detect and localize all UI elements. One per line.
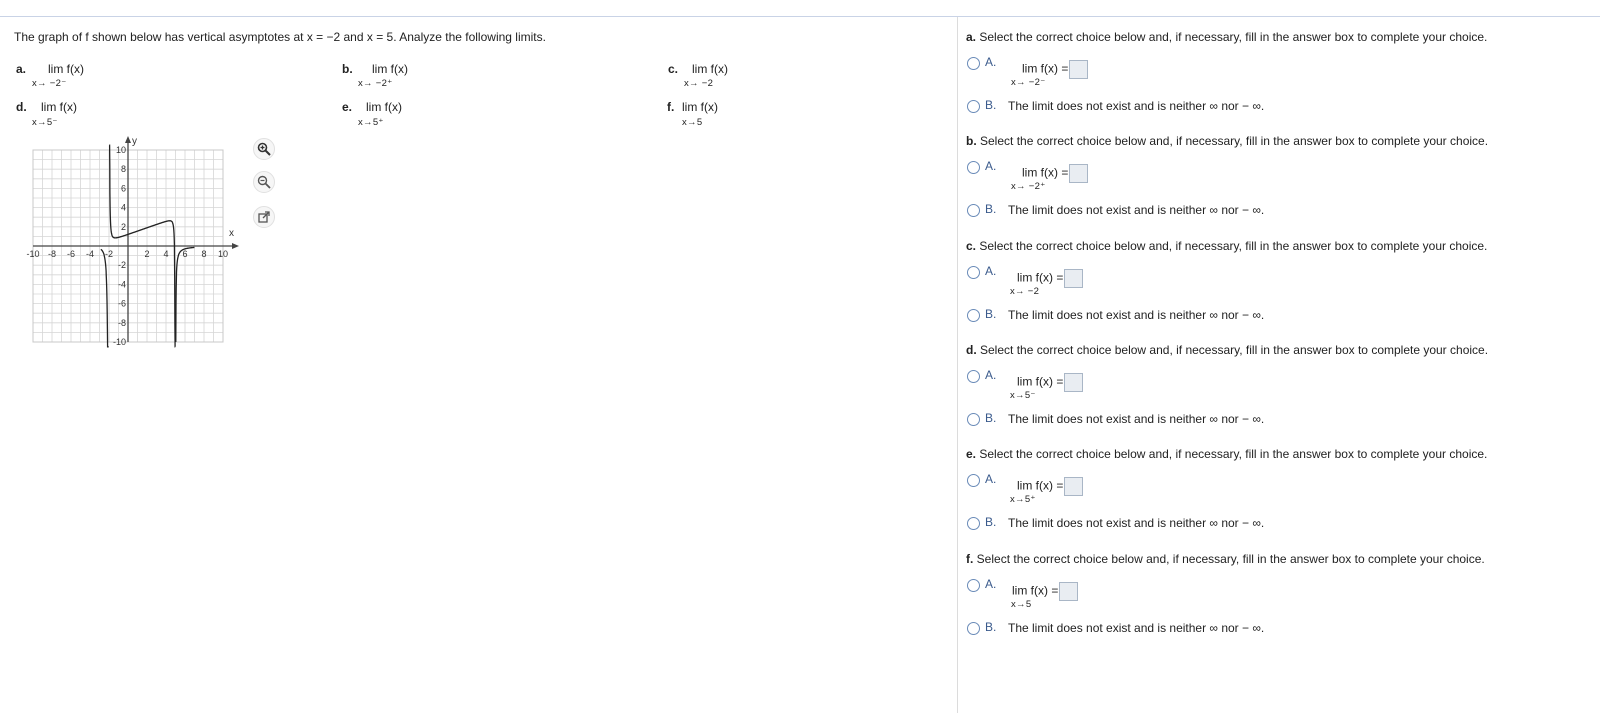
choice-a-expr: lim f(x) = xyxy=(1012,583,1059,598)
answer-box[interactable] xyxy=(1064,477,1083,496)
answer-box[interactable] xyxy=(1069,60,1088,79)
y-tick-label: -10 xyxy=(112,337,126,347)
x-tick-label: -2 xyxy=(104,249,114,259)
x-tick-label: 4 xyxy=(163,249,169,259)
limit-c-sub: x→ −2 xyxy=(684,78,714,89)
question-instruction: Select the correct choice below and, if necessary, fill in the answer box to complete your choice. xyxy=(976,447,1488,461)
choice-a-label: A. xyxy=(985,55,997,69)
limit-c-expr: lim f(x) xyxy=(692,62,728,76)
choice-b-radio[interactable] xyxy=(967,100,980,113)
y-axis-arrow xyxy=(125,136,131,143)
function-graph xyxy=(0,130,250,360)
choice-b-radio[interactable] xyxy=(967,622,980,635)
choice-b-radio[interactable] xyxy=(967,309,980,322)
popout-icon[interactable] xyxy=(253,206,275,228)
choice-a-sub: x→ −2 xyxy=(1010,286,1040,297)
limit-d-expr: lim f(x) xyxy=(41,100,77,114)
x-tick-label: -8 xyxy=(47,249,57,259)
limit-f-sub: x→5 xyxy=(682,117,703,128)
question-3-heading xyxy=(966,343,1488,357)
question-letter: d. xyxy=(966,343,977,357)
choice-b-text: The limit does not exist and is neither ∞ nor − ∞. xyxy=(1008,516,1265,530)
choice-a-sub: x→5⁻ xyxy=(1010,390,1036,401)
limit-b-label: b. xyxy=(342,62,353,76)
choice-a-radio[interactable] xyxy=(967,579,980,592)
panel-divider xyxy=(957,17,958,713)
limit-b-sub: x→ −2⁺ xyxy=(358,78,393,89)
choice-a-expr: lim f(x) = xyxy=(1017,374,1064,389)
choice-b-label: B. xyxy=(985,515,997,529)
graph-axes xyxy=(33,136,239,342)
choice-a-expr: lim f(x) = xyxy=(1017,478,1064,493)
answer-box[interactable] xyxy=(1064,269,1083,288)
choice-a-expr: lim f(x) = xyxy=(1017,270,1064,285)
top-border xyxy=(0,16,1600,17)
zoom-out-icon[interactable] xyxy=(253,171,275,193)
question-5-heading xyxy=(966,552,1485,566)
choice-b-text: The limit does not exist and is neither ∞ nor − ∞. xyxy=(1008,308,1265,322)
y-tick-label: -2 xyxy=(117,260,126,271)
answer-box[interactable] xyxy=(1064,373,1083,392)
choice-a-label: A. xyxy=(985,159,997,173)
choice-a-sub: x→5 xyxy=(1011,599,1032,610)
limit-e-label: e. xyxy=(342,100,353,114)
y-tick-label: 4 xyxy=(120,202,126,213)
limit-d-sub: x→5⁻ xyxy=(32,117,58,128)
limit-a-expr: lim f(x) xyxy=(48,62,84,76)
choice-a-sub: x→5⁺ xyxy=(1010,494,1036,505)
y-tick-label: 8 xyxy=(120,164,126,175)
x-tick-label: 10 xyxy=(217,249,229,259)
limit-f-label: f. xyxy=(667,100,675,114)
choice-a-expr: lim f(x) = xyxy=(1022,61,1069,76)
choice-b-label: B. xyxy=(985,411,997,425)
question-instruction: Select the correct choice below and, if necessary, fill in the answer box to complete your choice. xyxy=(976,30,1488,44)
choice-b-text: The limit does not exist and is neither ∞ nor − ∞. xyxy=(1008,99,1265,113)
question-instruction: Select the correct choice below and, if necessary, fill in the answer box to complete your choice. xyxy=(976,239,1488,253)
choice-a-label: A. xyxy=(985,472,997,486)
x-axis-label: x xyxy=(229,228,234,239)
choice-b-radio[interactable] xyxy=(967,413,980,426)
choice-b-label: B. xyxy=(985,307,997,321)
choice-a-label: A. xyxy=(985,577,997,591)
question-0-heading xyxy=(966,30,1487,44)
y-tick-label: 6 xyxy=(120,183,126,194)
limit-b-expr: lim f(x) xyxy=(372,62,408,76)
x-tick-label: -4 xyxy=(85,249,95,259)
question-letter: b. xyxy=(966,134,977,148)
x-tick-label: 6 xyxy=(182,249,188,259)
limit-a-sub: x→ −2⁻ xyxy=(32,78,67,89)
choice-b-radio[interactable] xyxy=(967,204,980,217)
x-axis-arrow xyxy=(232,243,239,249)
y-tick-label: -4 xyxy=(117,279,126,290)
limit-a-label: a. xyxy=(16,62,27,76)
choice-a-label: A. xyxy=(985,368,997,382)
question-instruction: Select the correct choice below and, if necessary, fill in the answer box to complete your choice. xyxy=(976,343,1489,357)
y-tick-label: -6 xyxy=(117,298,126,309)
choice-b-label: B. xyxy=(985,620,997,634)
question-instruction: Select the correct choice below and, if necessary, fill in the answer box to complete your choice. xyxy=(973,552,1485,566)
choice-a-radio[interactable] xyxy=(967,370,980,383)
limit-f-expr: lim f(x) xyxy=(682,100,718,114)
zoom-in-icon[interactable] xyxy=(253,138,275,160)
question-2-heading xyxy=(966,239,1487,253)
x-tick-label: -10 xyxy=(26,249,40,259)
limit-e-sub: x→5⁺ xyxy=(358,117,384,128)
choice-b-label: B. xyxy=(985,98,997,112)
choice-a-sub: x→ −2⁻ xyxy=(1011,77,1046,88)
x-tick-label: -6 xyxy=(66,249,76,259)
question-4-heading xyxy=(966,447,1487,461)
question-letter: f. xyxy=(966,552,974,566)
x-tick-label: 8 xyxy=(201,249,207,259)
choice-a-expr: lim f(x) = xyxy=(1022,165,1069,180)
choice-a-radio[interactable] xyxy=(967,57,980,70)
choice-a-sub: x→ −2⁺ xyxy=(1011,181,1046,192)
x-tick-label: 2 xyxy=(144,249,150,259)
question-1-heading xyxy=(966,134,1488,148)
choice-a-radio[interactable] xyxy=(967,161,980,174)
y-axis-label: y xyxy=(132,136,137,147)
choice-b-text: The limit does not exist and is neither ∞ nor − ∞. xyxy=(1008,203,1265,217)
question-instruction: Select the correct choice below and, if necessary, fill in the answer box to complete your choice. xyxy=(976,134,1489,148)
answer-box[interactable] xyxy=(1069,164,1088,183)
question-letter: e. xyxy=(966,447,977,461)
question-letter: a. xyxy=(966,30,977,44)
choice-a-radio[interactable] xyxy=(967,474,980,487)
choice-b-label: B. xyxy=(985,202,997,216)
choice-b-radio[interactable] xyxy=(967,517,980,530)
y-tick-label: -8 xyxy=(117,317,126,328)
limit-d-label: d. xyxy=(16,100,27,114)
choice-b-text: The limit does not exist and is neither ∞ nor − ∞. xyxy=(1008,621,1265,635)
limit-c-label: c. xyxy=(668,62,679,76)
limit-e-expr: lim f(x) xyxy=(366,100,402,114)
problem-statement: The graph of f shown below has vertical asymptotes at x = −2 and x = 5. Analyze the following limits. xyxy=(14,30,546,44)
choice-a-label: A. xyxy=(985,264,997,278)
answer-box[interactable] xyxy=(1059,582,1078,601)
choice-a-radio[interactable] xyxy=(967,266,980,279)
y-tick-label: 10 xyxy=(115,145,126,155)
question-letter: c. xyxy=(966,239,977,253)
y-tick-label: 2 xyxy=(120,221,126,232)
choice-b-text: The limit does not exist and is neither ∞ nor − ∞. xyxy=(1008,412,1265,426)
